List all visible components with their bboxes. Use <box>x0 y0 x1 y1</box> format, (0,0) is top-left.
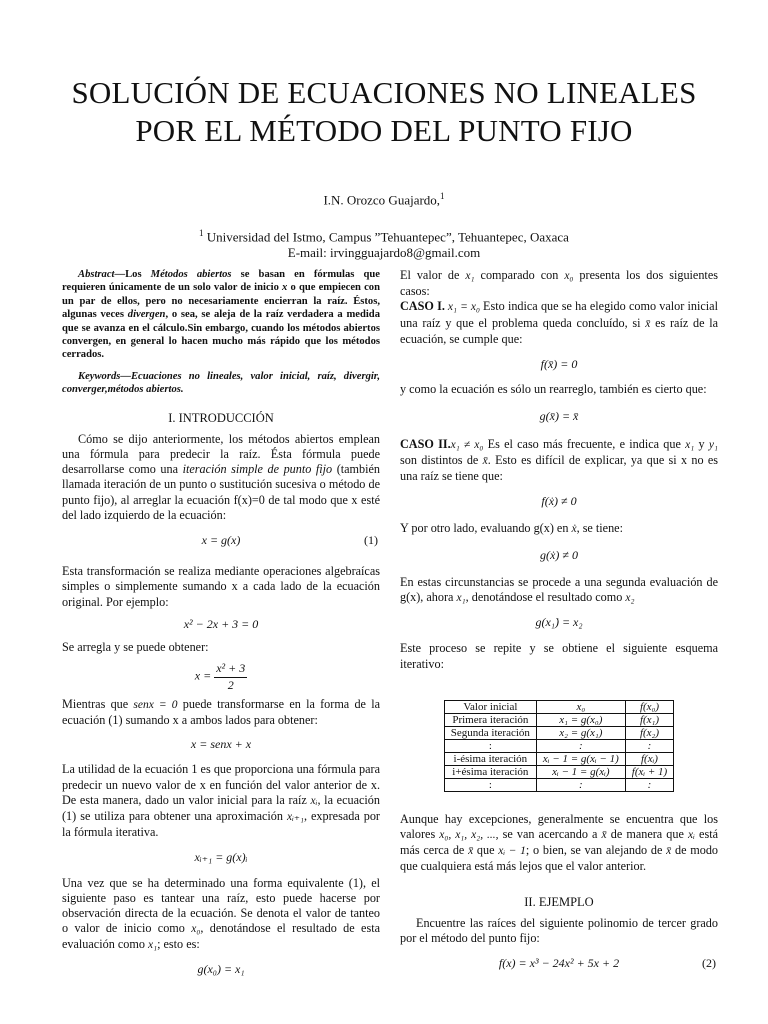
table-row <box>444 713 673 726</box>
eqf-text: f(x) = x³ − 24x² + 5x + 2 <box>498 956 620 971</box>
case-2 <box>400 437 718 485</box>
p1-em: iteración simple de punto fijo <box>182 462 333 477</box>
abstract-text-2: o que empiecen con un par de ellos, pero no necesariamente encierran la raíz. Éstos, algunas veces <box>62 282 380 321</box>
r-paragraph-7: Encuentre las raíces del siguiente polinomio de tercer grado por el método del punto fijo: <box>400 915 718 946</box>
equation-2: x² − 2x + 3 = 0 <box>183 616 259 631</box>
r1-text-b: comparado con <box>474 268 565 282</box>
abstract-em-1: Métodos abiertos <box>150 269 232 280</box>
r4-text-b: , denotándose el resultado como <box>465 590 626 605</box>
case-2-math-3: x̄ <box>482 454 488 467</box>
p1-text-b: (también llamada iteración de un punto o sustitución sucesiva o método de punto fijo), al arreglar la ecuación f(x)=0 de tal modo que x esté del lado izquierdo de la ecuación: <box>62 462 381 522</box>
table-row <box>444 752 673 765</box>
eq3-fraction <box>214 661 247 692</box>
table-cell: : <box>625 778 673 791</box>
p4-math: senx = 0 <box>133 698 178 711</box>
r6-math-6: x̄ <box>666 845 672 858</box>
case-1-text-a: Esto indica que se ha elegido como valor inicial una raíz y que el problema queda concluído, si <box>400 299 718 330</box>
p6-text-c: ; esto es: <box>157 937 200 952</box>
table-cell: : <box>444 778 536 791</box>
case-2-text-c: son distintos de <box>400 452 483 467</box>
r-paragraph-4 <box>400 575 718 606</box>
keywords <box>62 370 380 397</box>
email[interactable]: E-mail: irvingguajardo8@gmail.com <box>287 245 481 261</box>
paragraph-3: Se arregla y se puede obtener: <box>62 640 209 655</box>
equation-c: f(ẋ) ≠ 0 <box>541 494 577 509</box>
eq3-denominator: 2 <box>227 677 234 692</box>
author-line <box>0 191 768 208</box>
section-heading-ejemplo: II. EJEMPLO <box>524 894 594 909</box>
right-column <box>400 268 718 971</box>
r-paragraph-2: y como la ecuación es sólo un rearreglo, también es cierto que: <box>400 382 707 397</box>
p5-math-1: xᵢ <box>310 794 318 807</box>
abstract <box>62 268 380 362</box>
section-heading-introduccion: I. INTRODUCCIÓN <box>168 410 274 425</box>
equation-4: x = senx + x <box>190 737 252 752</box>
table-row <box>444 726 673 739</box>
paragraph-6 <box>62 876 380 954</box>
eq1-text: x = g(x) <box>201 533 241 548</box>
author-sup: 1 <box>440 191 445 201</box>
r-paragraph-6 <box>400 812 718 875</box>
r6-text-d: está más cerca de <box>400 827 718 858</box>
equation-3 <box>62 661 380 692</box>
abstract-dash: —Los <box>114 269 151 280</box>
abstract-text-3: , o sea, se aleja de la raíz verdadera a medida que se avanza en el cálculo.Sin embargo, cuando los métodos abiertos convergen, en general lo hacen mucho más rápido que los métodos cerrados. <box>62 309 380 361</box>
equation-1 <box>62 533 380 548</box>
table-cell: Primera iteración <box>444 713 536 726</box>
case-1 <box>400 299 718 347</box>
p6-text-b: , denotándose el resultado de esta evaluación como <box>62 921 380 952</box>
eqf-number: (2) <box>702 956 716 971</box>
p6-math-2: x₁ <box>147 939 158 952</box>
r3-text-b: , se tiene: <box>576 521 623 536</box>
r4-math-1: x₁ <box>456 592 466 605</box>
table-cell: x₂ = g(x₁) <box>536 726 625 739</box>
table-row <box>444 778 673 791</box>
table-row <box>444 765 673 778</box>
p5-text-c: , expresada por la fórmula iterativa. <box>62 808 380 840</box>
abstract-text-1: se basan en fórmulas que requieren únicamente de un solo valor de inicio <box>62 269 380 294</box>
table-cell: x₁ = g(x₀) <box>536 713 625 726</box>
case-2-math-2: y₁ <box>708 438 718 451</box>
r-paragraph-1 <box>400 268 718 299</box>
case-1-text-b: es raíz de la ecuación, se cumple que: <box>400 315 718 346</box>
equation-f <box>400 956 718 971</box>
r6-math-1: x₀, x₁, x₂, ..., <box>439 829 499 842</box>
paragraph-1 <box>62 432 380 523</box>
r1-text-c: presenta los dos siguientes casos: <box>400 268 718 299</box>
abstract-x: x <box>282 282 288 294</box>
r6-text-f: ; o bien, se van alejando de <box>525 843 667 858</box>
p4-text-a: Mientras que <box>62 696 134 711</box>
paragraph-4 <box>62 697 380 728</box>
title-line-2: POR EL MÉTODO DEL PUNTO FIJO <box>135 113 633 148</box>
r6-text-e: que <box>473 843 499 858</box>
table-cell: f(x₂) <box>625 726 673 739</box>
eq3-lhs: x = <box>194 668 212 683</box>
table-cell: xᵢ − 1 = g(xᵢ − 1) <box>536 752 625 765</box>
table-cell: xᵢ − 1 = g(xᵢ) <box>536 765 625 778</box>
r6-text-g: de modo que cualquiera está más lejos que el valor anterior. <box>400 843 719 874</box>
table-cell: i+ésima iteración <box>444 765 536 778</box>
table-cell: Segunda iteración <box>444 726 536 739</box>
r3-math: ẋ <box>571 523 577 536</box>
p5-text-b: , la ecuación (1) se utiliza para obtener una aproximación <box>62 792 380 823</box>
affiliation-text: Universidad del Istmo, Campus ”Tehuantepec”, Tehuantepec, Oaxaca <box>206 229 569 245</box>
r6-text-c: de manera que <box>606 827 689 842</box>
case-1-math-2: x̄ <box>645 317 651 330</box>
r6-text-b: se van acercando a <box>498 827 602 842</box>
table-row <box>444 739 673 752</box>
r6-math-5: xᵢ − 1 <box>498 845 526 858</box>
p6-text-a: Una vez que se ha determinado una forma equivalente (1), el siguiente paso es tantear una raíz, esto puede hacerse por observación directa de la ecuación. Se denota el valor de tanteo o valor de inicio como <box>62 875 380 936</box>
case-2-label: CASO II. <box>400 436 451 451</box>
table-cell: Valor inicial <box>444 700 536 713</box>
left-column <box>62 268 380 977</box>
keywords-text: Keywords—Ecuaciones no lineales, valor inicial, raíz, divergir, converger,métodos abiertos. <box>62 370 380 396</box>
case-2-text-d: . Esto es difícil de explicar, ya que si x no es una raíz se tiene que: <box>400 452 718 484</box>
table-cell: : <box>536 778 625 791</box>
r6-math-2: x̄ <box>601 829 607 842</box>
table-cell: f(xᵢ + 1) <box>625 765 673 778</box>
r4-math-2: x₂ <box>625 592 635 605</box>
p1-text-a: Cómo se dijo anteriormente, los métodos abiertos emplean una fórmula para predecir la raíz. Ésta fórmula puede desarrollarse como una <box>62 431 380 477</box>
affiliation <box>0 225 768 245</box>
paragraph-5 <box>62 762 380 840</box>
r-paragraph-3 <box>400 521 718 537</box>
case-1-math: x₁ = x₀ <box>444 301 484 314</box>
case-1-label: CASO I. <box>400 299 445 314</box>
paper-title <box>40 74 728 150</box>
equation-5: xᵢ₊₁ = g(x)ᵢ <box>194 850 248 865</box>
equation-e: g(x₁̇) = x₂ <box>535 615 583 630</box>
table-cell: f(x₀) <box>625 700 673 713</box>
r6-math-3: xᵢ <box>688 829 695 842</box>
case-2-math-1: x₁ <box>685 438 695 451</box>
iteration-table-wrap <box>400 700 718 792</box>
r1-math-1: x₁ <box>465 270 475 282</box>
table-cell: x₀ <box>536 700 625 713</box>
iteration-table <box>444 700 674 792</box>
eq1-number: (1) <box>364 533 378 548</box>
p4-text-b: puede transformarse en la forma de la ecuación (1) sumando x a ambos lados para obtener: <box>62 696 380 727</box>
case-2-text-b: y <box>694 436 709 451</box>
p5-text-a: La utilidad de la ecuación 1 es que proporciona una fórmula para predecir un nuevo valor de x en función del valor anterior de x. De esta manera, dado un valor inicial para la raíz <box>62 762 380 807</box>
case-2-math: x₁ ≠ x₀ <box>450 438 484 451</box>
table-cell: f(xᵢ) <box>625 752 673 765</box>
table-cell: : <box>444 739 536 752</box>
p5-math-2: xᵢ₊₁ <box>286 810 304 823</box>
affiliation-block <box>0 225 768 261</box>
equation-b: g(x̄) = x̄ <box>539 409 579 424</box>
eq3-numerator: x² + 3 <box>214 661 247 677</box>
equation-6: g(x₀) = x₁ <box>197 961 245 976</box>
table-cell: : <box>625 739 673 752</box>
r6-math-4: x̄ <box>468 845 474 858</box>
table-cell: f(x₁) <box>625 713 673 726</box>
r-paragraph-5: Este proceso se repite y se obtiene el siguiente esquema iterativo: <box>400 641 718 671</box>
table-cell: i-ésima iteración <box>444 752 536 765</box>
equation-d: g(ẋ) ≠ 0 <box>540 547 578 562</box>
title-line-1: SOLUCIÓN DE ECUACIONES NO LINEALES <box>71 75 697 110</box>
paragraph-2: Esta transformación se realiza mediante operaciones algebraícas simples o simplemente sumando x a cada lado de la ecuación original. Por ejemplo: <box>62 564 380 609</box>
p6-math-1: x₀ <box>191 923 201 936</box>
r4-text-a: En estas circunstancias se procede a una segunda evaluación de g(x), ahora <box>400 574 718 605</box>
r6-text-a: Aunque hay excepciones, generalmente se encuentra que los valores <box>400 811 718 842</box>
abstract-label: Abstract <box>78 269 115 280</box>
abstract-em-2: divergen <box>127 309 166 321</box>
r1-text-a: El valor de <box>400 268 466 282</box>
equation-a: f(x̄) = 0 <box>540 357 578 372</box>
affil-sup: 1 <box>199 228 204 238</box>
r3-text-a: Y por otro lado, evaluando g(x) en <box>400 521 572 536</box>
author-name: I.N. Orozco Guajardo, <box>323 192 441 208</box>
r1-math-2: x₀ <box>564 270 574 282</box>
table-row <box>444 700 673 713</box>
case-2-text-a: Es el caso más frecuente, e indica que <box>483 436 686 451</box>
table-cell: : <box>536 739 625 752</box>
